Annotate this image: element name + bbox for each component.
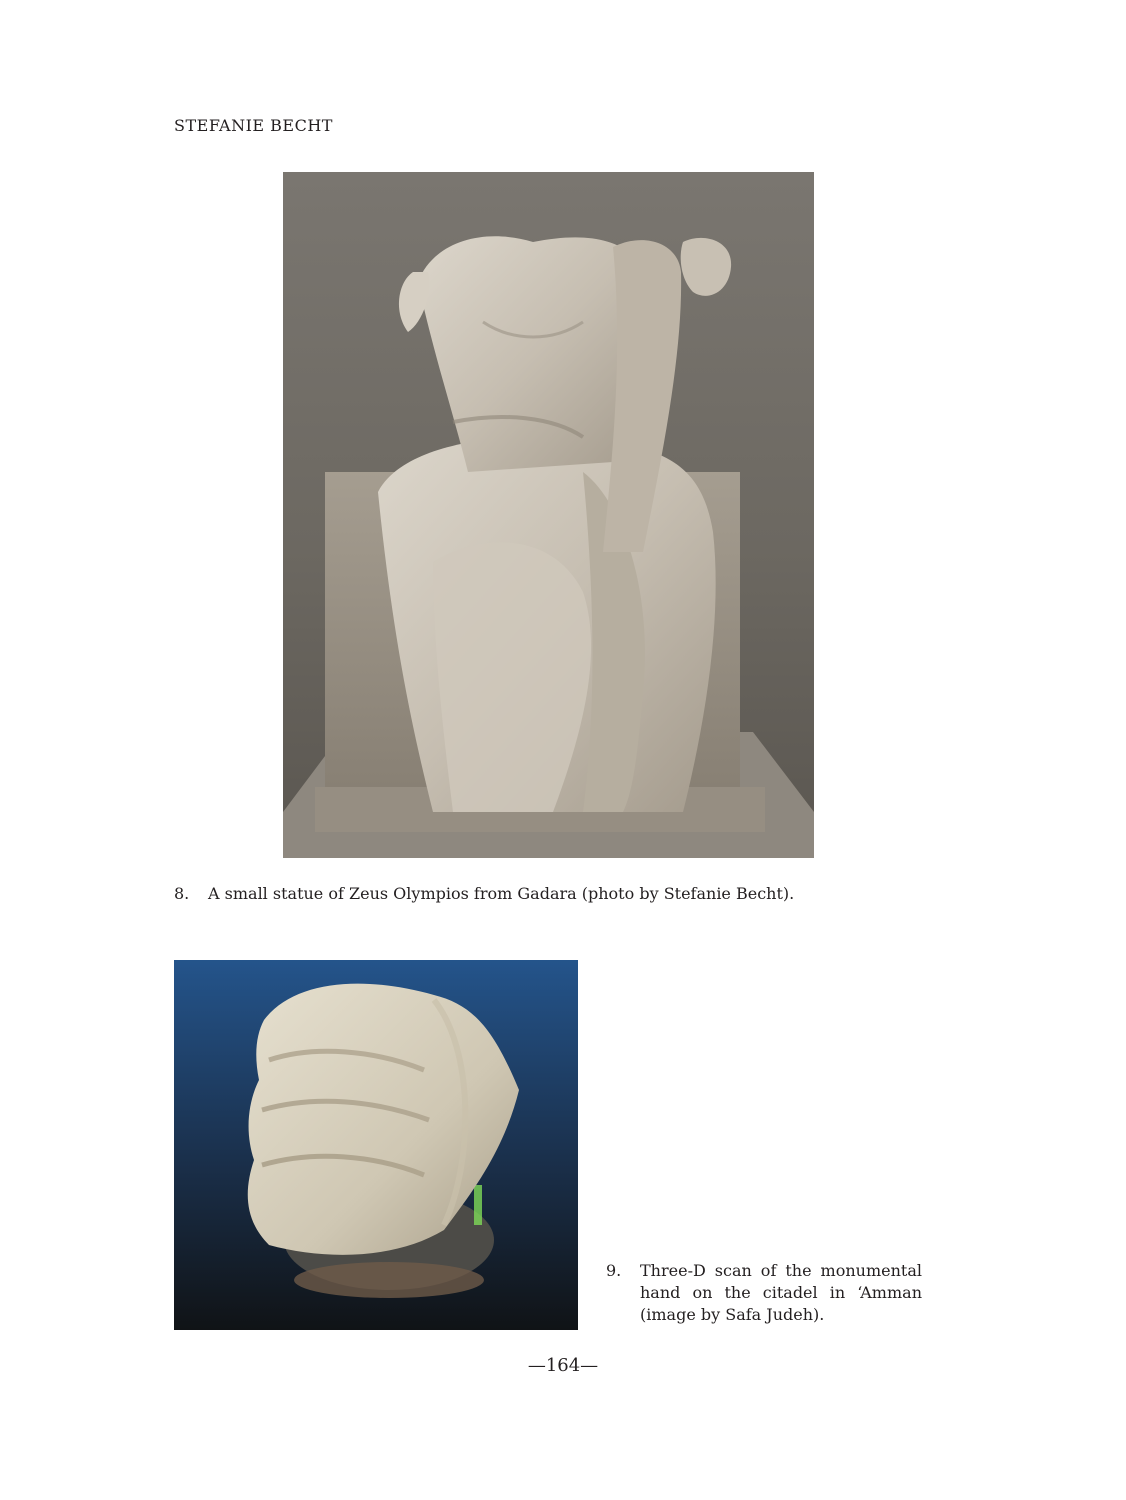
running-head: STEFANIE BECHT [174, 116, 333, 135]
figure-8-number: 8. [174, 884, 190, 903]
figure-8-zeus-statue-photo [283, 172, 814, 858]
figure-8-caption [174, 884, 794, 903]
figure-8-caption-text: A small statue of Zeus Olympios from Gadara (photo by Stefanie Becht). [208, 884, 795, 903]
figure-9-hand-scan-image [174, 960, 578, 1330]
figure-9-caption [606, 1260, 922, 1326]
figure-9-caption-text: Three-D scan of the monumental hand on the citadel in ‘Amman (image by Safa Judeh). [640, 1261, 922, 1324]
page-number: —164— [527, 1355, 599, 1376]
figure-9-number: 9. [606, 1261, 622, 1280]
